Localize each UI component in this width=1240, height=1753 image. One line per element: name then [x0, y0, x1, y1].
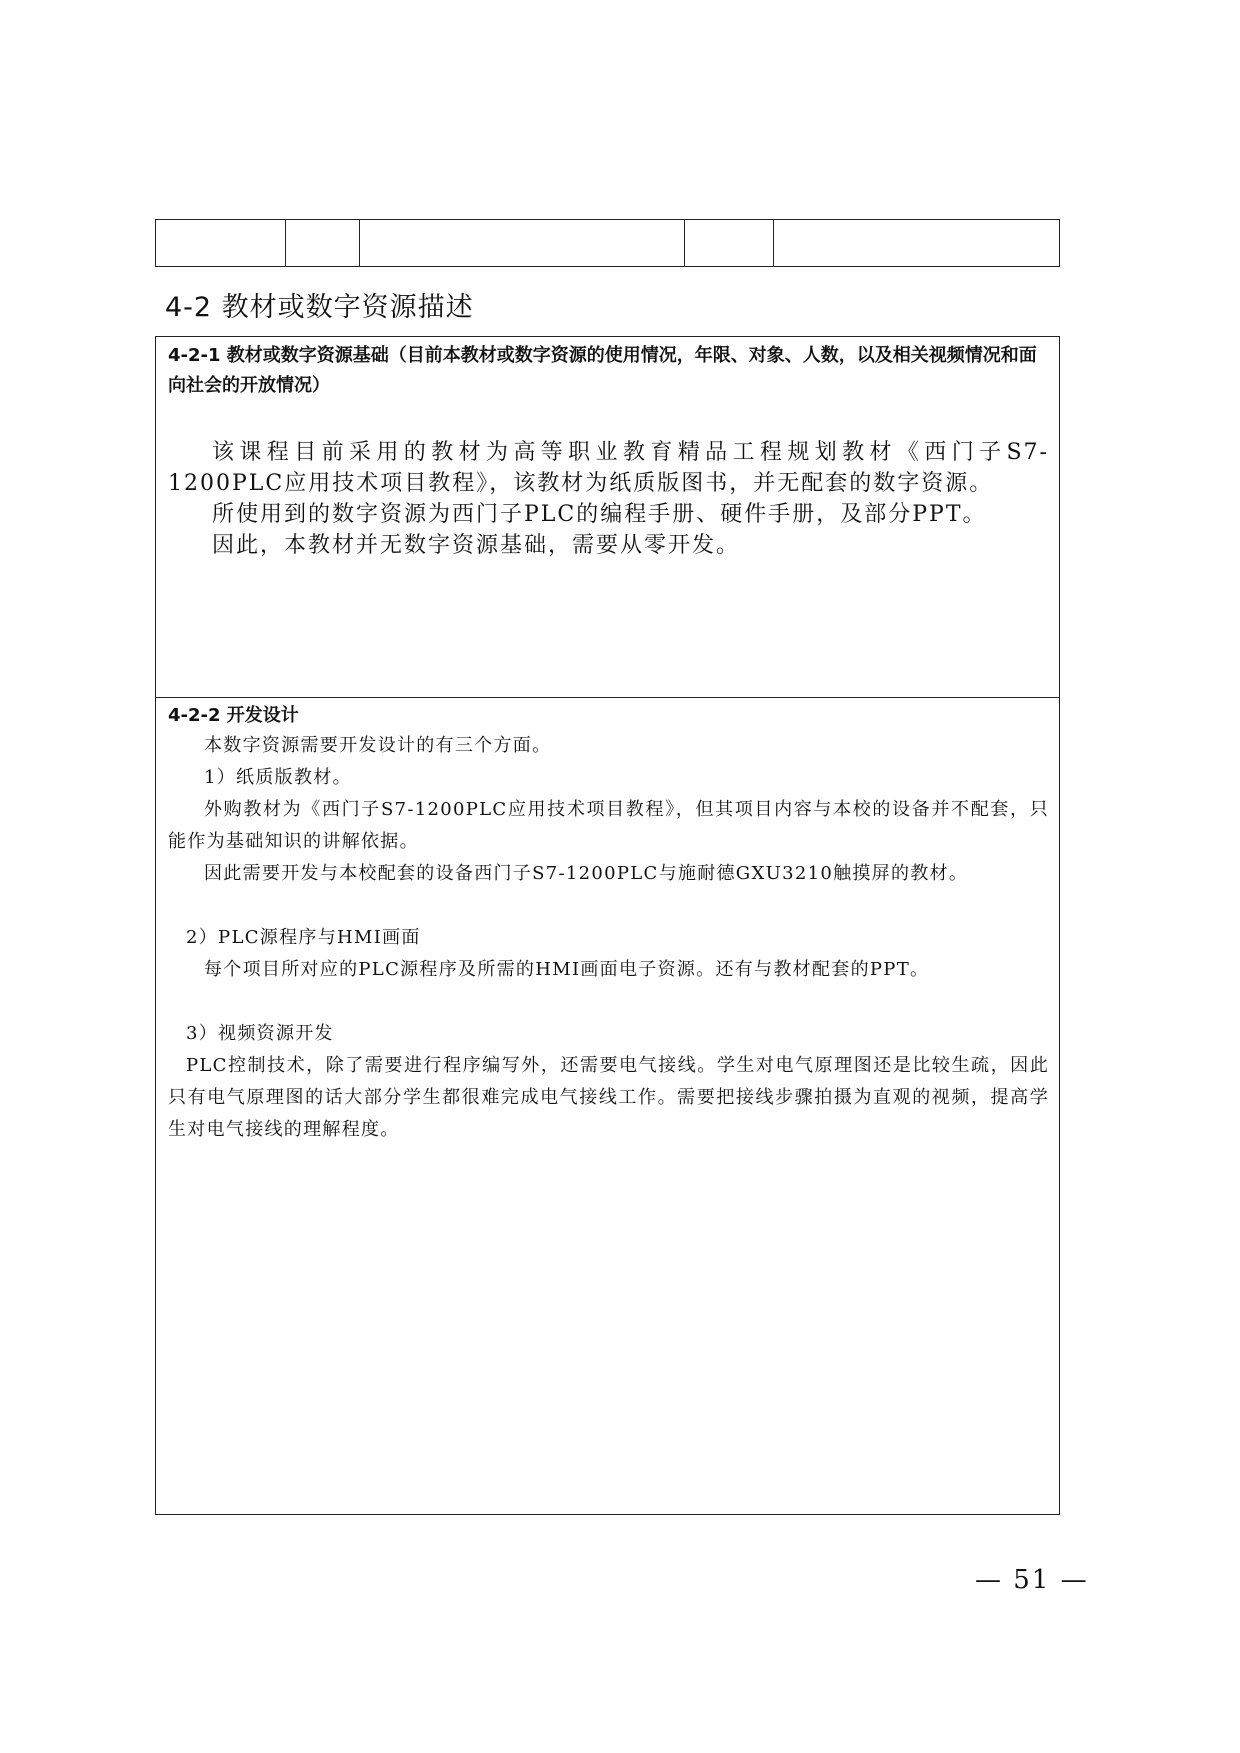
table-cell	[156, 220, 286, 266]
section-title: 4-2 教材或数字资源描述	[165, 292, 474, 323]
table-cell	[774, 220, 1059, 266]
design-item-title: 3）视频资源开发	[186, 1023, 334, 1044]
table-cell	[286, 220, 360, 266]
top-table-row	[155, 219, 1060, 267]
basis-paragraph: 该课程目前采用的教材为高等职业教育精品工程规划教材《西门子S7-1200PLC应用技术项目教程》，该教材为纸质版图书，并无配套的数字资源。	[168, 440, 1049, 496]
design-heading: 4-2-2 开发设计	[168, 705, 299, 726]
design-paragraph: 每个项目所对应的PLC源程序及所需的HMI画面电子资源。还有与教材配套的PPT。	[204, 959, 930, 980]
table-cell	[360, 220, 685, 266]
basis-box	[155, 336, 1060, 698]
design-item-title: 1）纸质版教材。	[204, 767, 352, 788]
design-paragraph: PLC控制技术，除了需要进行程序编写外，还需要电气接线。学生对电气原理图还是比较生疏，因此只有电气原理图的话大部分学生都很难完成电气接线工作。需要把接线步骤拍摄为直观的视频，提高学生对电气接线的理解程度。	[168, 1055, 1049, 1140]
design-paragraph: 因此需要开发与本校配套的设备西门子S7-1200PLC与施耐德GXU3210触摸屏的教材。	[204, 863, 969, 884]
basis-paragraph: 因此，本教材并无数字资源基础，需要从零开发。	[212, 533, 741, 558]
design-box	[155, 697, 1060, 1515]
basis-paragraph: 所使用到的数字资源为西门子PLC的编程手册、硬件手册，及部分PPT。	[212, 502, 987, 527]
basis-heading: 4-2-1 教材或数字资源基础（目前本教材或数字资源的使用情况，年限、对象、人数，以及相关视频情况和面向社会的开放情况）	[168, 345, 1037, 396]
design-body	[168, 730, 1049, 1146]
table-cell	[685, 220, 774, 266]
page-number: — 51 —	[975, 1565, 1089, 1595]
design-paragraph: 外购教材为《西门子S7-1200PLC应用技术项目教程》，但其项目内容与本校的设备并不配套，只能作为基础知识的讲解依据。	[168, 799, 1049, 852]
design-item-title: 2）PLC源程序与HMI画面	[186, 927, 421, 948]
basis-body	[168, 437, 1049, 561]
design-intro: 本数字资源需要开发设计的有三个方面。	[204, 735, 552, 756]
